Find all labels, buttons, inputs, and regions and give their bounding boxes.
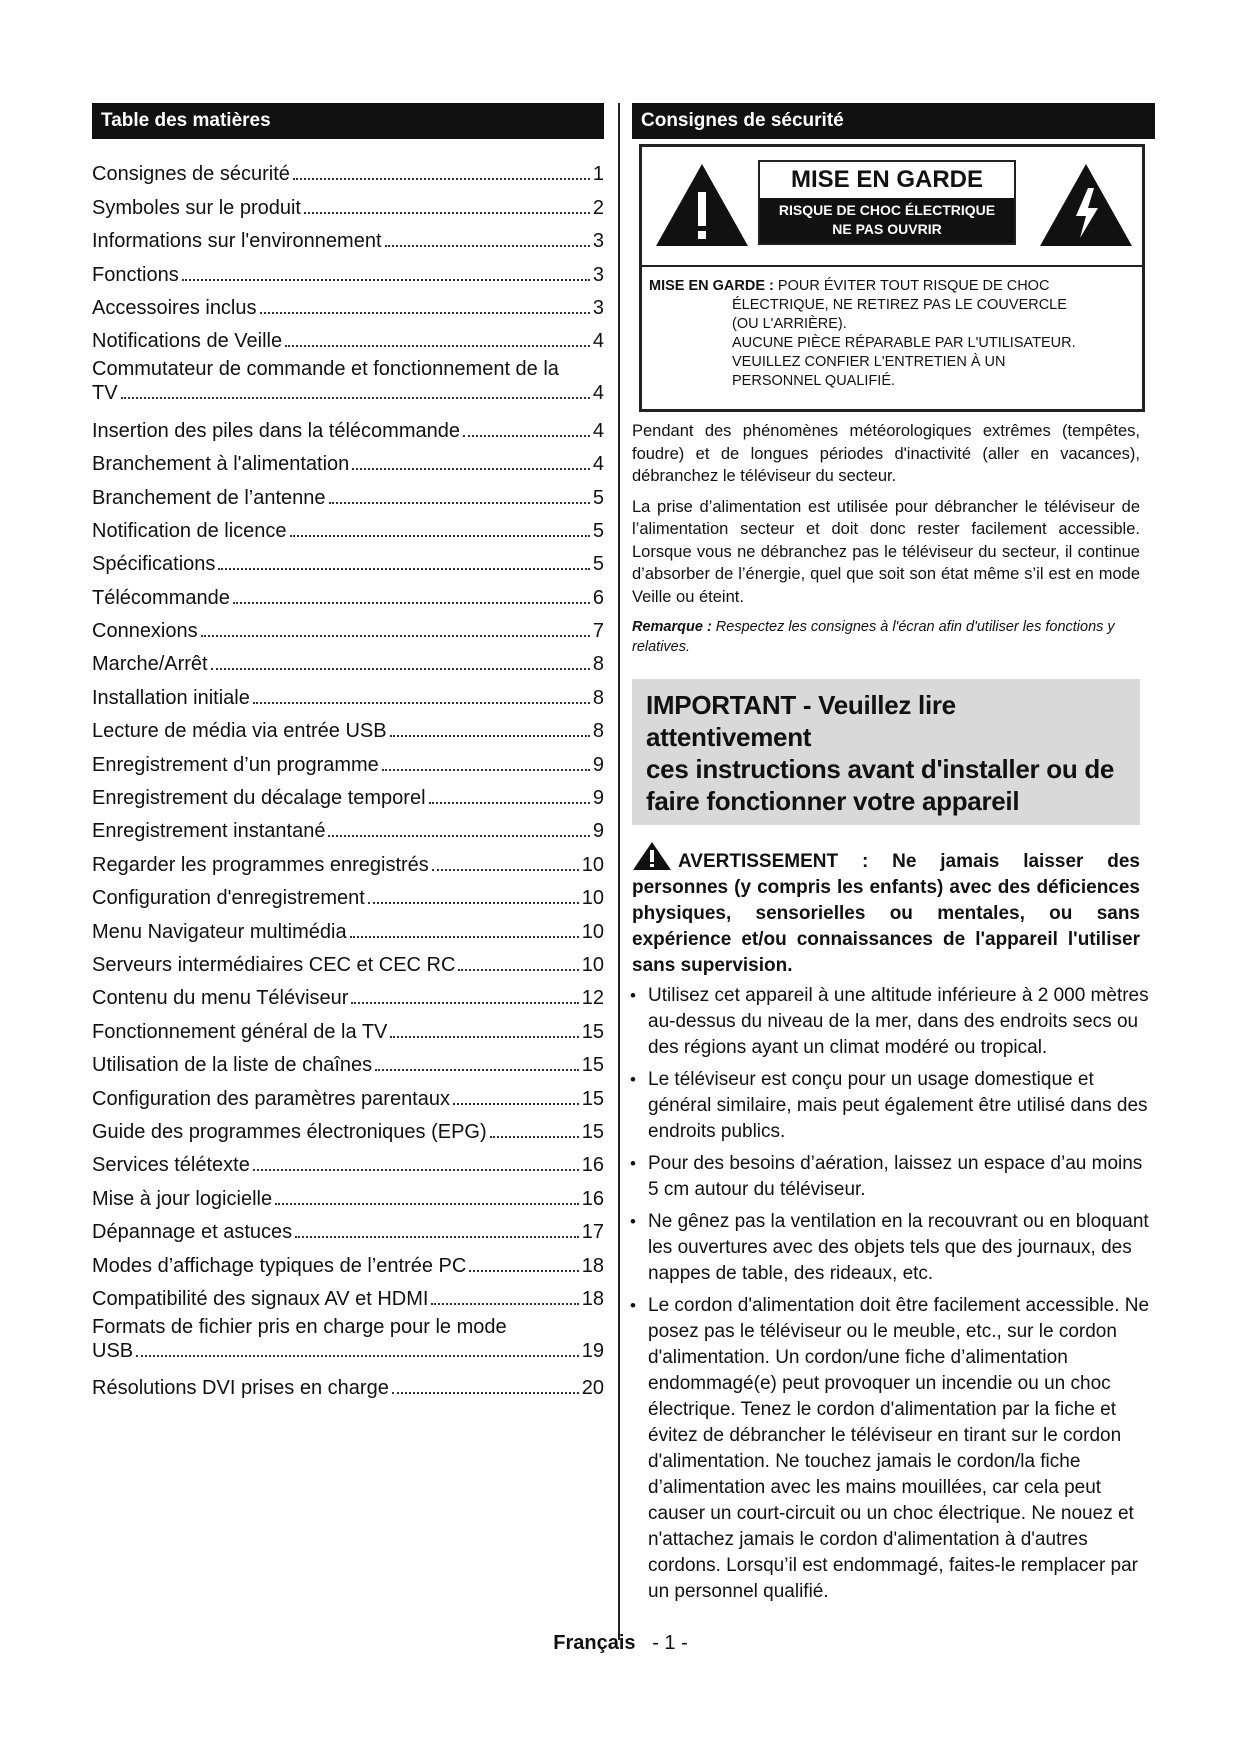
toc-entry (92, 1315, 604, 1363)
toc-entry (92, 510, 604, 543)
toc-entry-title-cont: USB (92, 1339, 134, 1362)
caution-line: VEUILLEZ CONFIER L'ENTRETIEN À UN (732, 354, 1006, 370)
toc-leader (490, 1136, 579, 1138)
do-not-open-line: NE PAS OUVRIR (832, 221, 942, 237)
toc-leader (304, 212, 590, 214)
toc-entry-page: 15 (581, 1054, 604, 1077)
toc-list (92, 153, 604, 1400)
toc-entry-title: Résolutions DVI prises en charge (92, 1377, 389, 1400)
toc-leader (458, 969, 578, 971)
important-banner (632, 679, 1140, 825)
storm-paragraph: Pendant des phénomènes météorologiques extrêmes (tempêtes, foudre) et de longues périodes d'inactivité (aller en vacances), débranchez le téléviseur du secteur. (632, 422, 1140, 485)
toc-entry (92, 643, 604, 676)
toc-entry (92, 1144, 604, 1177)
caution-heading: MISE EN GARDE (760, 162, 1014, 198)
toc-leader (121, 397, 590, 399)
toc-entry-title: Symboles sur le produit (92, 196, 301, 219)
footer-page-number: - 1 - (652, 1632, 688, 1654)
toc-entry-title: Notification de licence (92, 519, 287, 542)
toc-leader (382, 769, 590, 771)
toc-entry-title: Installation initiale (92, 686, 250, 709)
toc-entry (92, 1177, 604, 1210)
toc-entry-page: 5 (592, 553, 604, 576)
caution-header (642, 147, 1142, 267)
safety-column (632, 103, 1155, 1611)
toc-entry-title: Modes d’affichage typiques de l’entrée PC (92, 1254, 467, 1277)
toc-entry-page: 7 (592, 620, 604, 643)
toc-entry-title: Serveurs intermédiaires CEC et CEC RC (92, 953, 456, 976)
page-footer (0, 1632, 1241, 1655)
toc-entry (92, 1010, 604, 1043)
toc-entry-page: 8 (592, 686, 604, 709)
toc-entry (92, 944, 604, 977)
toc-entry-title: Notifications de Veille (92, 330, 283, 353)
plug-paragraph: La prise d’alimentation est utilisée pour débrancher le téléviseur de l’alimentation secteur et doit donc rester facilement accessible. Lorsque vous ne débranchez pas le téléviseur du secteur, il continue d’absorber de l’énergie, quel que soit son état même s’il est en mode Veille ou éteint. (632, 497, 1140, 606)
toc-entry-title: Utilisation de la liste de chaînes (92, 1054, 373, 1077)
toc-leader (201, 635, 590, 637)
toc-entry-page: 5 (592, 486, 604, 509)
toc-leader (328, 835, 589, 837)
toc-entry-title: Spécifications (92, 553, 216, 576)
toc-entry-page: 10 (581, 920, 604, 943)
toc-column (92, 103, 604, 1400)
toc-entry (92, 476, 604, 509)
toc-entry-page: 20 (581, 1377, 604, 1400)
toc-entry (92, 1244, 604, 1277)
toc-entry-title: Consignes de sécurité (92, 163, 290, 186)
toc-entry-page: 3 (592, 296, 604, 319)
toc-entry (92, 357, 604, 405)
toc-entry-title: Configuration d'enregistrement (92, 887, 365, 910)
toc-entry-page: 9 (592, 787, 604, 810)
toc-entry-page: 8 (592, 653, 604, 676)
toc-entry-title: Commutateur de commande et fonctionnement de la (92, 358, 559, 381)
toc-entry-title: Lecture de média via entrée USB (92, 720, 387, 743)
toc-title: Table des matières (92, 103, 604, 139)
safety-bullet: • Ne gênez pas la ventilation en la recouvrant ou en bloquant les ouvertures avec des objets tels que des journaux, des nappes de table, des rideaux, etc. (632, 1209, 1156, 1287)
toc-leader (211, 668, 590, 670)
toc-leader (431, 1303, 578, 1305)
toc-entry-page: 4 (592, 330, 604, 353)
toc-entry (92, 253, 604, 286)
toc-leader (469, 1270, 578, 1272)
safety-bullet: • Le cordon d'alimentation doit être facilement accessible. Ne posez pas le téléviseur ou le meuble, etc., sur le cordon d'alimentation. Un cordon/une fiche d’alimentation endommagé(e) peut provoquer un incendie ou un choc électrique. Tenez le cordon d'alimentation par la fiche et évitez de débrancher le téléviseur en tirant sur le cordon d'alimentation. Ne touchez jamais le cordon/la fiche d’alimentation avec les mains mouillées, car cela peut causer un court-circuit ou un choc électrique. Ne nouez et n'attachez jamais le cordon d'alimentation à d'autres cordons. Lorsqu’il est endommagé, faites-le remplacer par un personnel qualifié. (632, 1293, 1156, 1605)
toc-entry-page: 15 (581, 1120, 604, 1143)
toc-entry (92, 1367, 604, 1400)
toc-entry-title: Fonctionnement général de la TV (92, 1020, 388, 1043)
toc-entry-title: Accessoires inclus (92, 296, 257, 319)
remark (632, 617, 1140, 657)
toc-leader (368, 902, 579, 904)
toc-leader (293, 178, 590, 180)
toc-entry (92, 777, 604, 810)
toc-leader (275, 1203, 579, 1205)
toc-leader (260, 312, 590, 314)
toc-entry-page: 4 (592, 382, 604, 405)
toc-leader (351, 1002, 578, 1004)
toc-entry-title: Configuration des paramètres parentaux (92, 1087, 450, 1110)
toc-leader (285, 345, 590, 347)
toc-entry-page: 3 (592, 263, 604, 286)
important-line: IMPORTANT - Veuillez lire attentivement (646, 690, 956, 752)
toc-entry-page: 16 (581, 1187, 604, 1210)
toc-entry-page: 10 (581, 853, 604, 876)
toc-leader (253, 1169, 579, 1171)
toc-entry-page: 18 (581, 1287, 604, 1310)
toc-leader (182, 279, 590, 281)
toc-entry (92, 320, 604, 353)
toc-entry-title: Services télétexte (92, 1154, 250, 1177)
toc-entry-title: Insertion des piles dans la télécommande (92, 419, 460, 442)
toc-leader (352, 468, 590, 470)
toc-entry (92, 576, 604, 609)
toc-leader (392, 1392, 579, 1394)
toc-entry-title: Enregistrement du décalage temporel (92, 787, 426, 810)
toc-entry (92, 543, 604, 576)
toc-entry (92, 676, 604, 709)
toc-entry-title: Regarder les programmes enregistrés (92, 853, 429, 876)
toc-entry-title: Enregistrement d’un programme (92, 753, 379, 776)
toc-leader (453, 1103, 579, 1105)
toc-leader (375, 1069, 579, 1071)
toc-entry-title-cont: TV (92, 382, 118, 405)
toc-entry (92, 1044, 604, 1077)
warning-paragraph (632, 841, 1140, 979)
toc-entry-title: Menu Navigateur multimédia (92, 920, 347, 943)
toc-entry-title: Informations sur l'environnement (92, 230, 382, 253)
toc-entry-page: 2 (592, 196, 604, 219)
toc-entry-title: Enregistrement instantané (92, 820, 326, 843)
toc-entry (92, 220, 604, 253)
safety-bullet: • Pour des besoins d’aération, laissez un espace d’au moins 5 cm autour du téléviseur. (632, 1151, 1156, 1203)
safety-title: Consignes de sécurité (632, 103, 1155, 139)
toc-leader (136, 1355, 579, 1357)
safety-bullets (632, 983, 1156, 1605)
toc-leader (432, 869, 579, 871)
toc-entry-title: Compatibilité des signaux AV et HDMI (92, 1287, 429, 1310)
toc-entry-title: Mise à jour logicielle (92, 1187, 273, 1210)
toc-entry-title: Dépannage et astuces (92, 1221, 293, 1244)
safety-bullet: • Utilisez cet appareil à une altitude inférieure à 2 000 mètres au-dessus du niveau de la mer, dans des endroits secs ou des régions ayant un climat modéré ou tropical. (632, 983, 1156, 1061)
important-line: ces instructions avant d'installer ou de (646, 754, 1115, 784)
toc-leader (233, 602, 590, 604)
toc-entry-page: 8 (592, 720, 604, 743)
toc-entry-page: 15 (581, 1087, 604, 1110)
toc-entry (92, 1211, 604, 1244)
toc-entry-page: 17 (581, 1221, 604, 1244)
remark-label: Remarque : (632, 619, 712, 635)
caution-text-label: MISE EN GARDE : (649, 278, 774, 294)
warning-text: AVERTISSEMENT : Ne jamais laisser des personnes (y compris les enfants) avec des déficiences physiques, sensorielles ou mentales, ou sans expérience et/ou connaissances de l'appareil l'utiliser sans supervision. (632, 851, 1140, 976)
safety-bullet: • Le téléviseur est conçu pour un usage domestique et général similaire, mais peut également être utilisé dans des endroits publics. (632, 1067, 1156, 1145)
toc-entry-title: Fonctions (92, 263, 179, 286)
lightning-bolt-icon (1038, 162, 1134, 248)
toc-entry-page: 3 (592, 230, 604, 253)
warning-triangle-icon (632, 841, 672, 871)
toc-entry-title: Connexions (92, 620, 198, 643)
toc-leader (295, 1236, 579, 1238)
toc-entry (92, 710, 604, 743)
column-divider (618, 103, 620, 1640)
toc-entry (92, 1111, 604, 1144)
toc-entry-page: 15 (581, 1020, 604, 1043)
toc-entry-title: Guide des programmes électroniques (EPG) (92, 1120, 487, 1143)
shock-risk-banner (760, 198, 1014, 243)
toc-entry-title: Télécommande (92, 586, 230, 609)
toc-leader (329, 502, 590, 504)
toc-entry (92, 810, 604, 843)
toc-entry-page: 5 (592, 519, 604, 542)
toc-leader (253, 702, 590, 704)
toc-entry-page: 4 (592, 419, 604, 442)
caution-label (758, 160, 1016, 245)
caution-line: POUR ÉVITER TOUT RISQUE DE CHOC (777, 278, 1050, 294)
toc-entry-page: 4 (592, 453, 604, 476)
shock-risk-line: RISQUE DE CHOC ÉLECTRIQUE (778, 202, 996, 218)
toc-leader (463, 435, 590, 437)
toc-leader (390, 1036, 578, 1038)
toc-entry-title: Formats de fichier pris en charge pour le mode (92, 1315, 507, 1338)
toc-entry-page: 18 (581, 1254, 604, 1277)
toc-entry (92, 743, 604, 776)
caution-line: (OU L'ARRIÈRE). (732, 316, 847, 332)
important-line: faire fonctionner votre appareil (646, 786, 1020, 816)
toc-entry-page: 9 (592, 820, 604, 843)
toc-entry-title: Branchement de l’antenne (92, 486, 326, 509)
exclamation-warning-icon (654, 162, 750, 248)
toc-leader (218, 568, 589, 570)
toc-entry (92, 1077, 604, 1110)
caution-line: AUCUNE PIÈCE RÉPARABLE PAR L'UTILISATEUR. (732, 335, 1076, 351)
remark-text: Respectez les consignes à l'écran afin d'utiliser les fonctions y relatives. (632, 619, 1115, 655)
toc-leader (429, 802, 590, 804)
toc-entry (92, 610, 604, 643)
toc-entry-page: 6 (592, 586, 604, 609)
toc-entry (92, 1278, 604, 1311)
toc-leader (385, 245, 590, 247)
toc-entry-page: 16 (581, 1154, 604, 1177)
toc-entry (92, 877, 604, 910)
toc-entry-page: 10 (581, 953, 604, 976)
toc-entry-title: Marche/Arrêt (92, 653, 208, 676)
toc-entry-page: 12 (581, 987, 604, 1010)
toc-entry (92, 409, 604, 442)
toc-entry (92, 186, 604, 219)
caution-text (649, 277, 1135, 391)
toc-entry-page: 1 (592, 163, 604, 186)
toc-entry (92, 843, 604, 876)
toc-entry (92, 443, 604, 476)
toc-entry-page: 9 (592, 753, 604, 776)
toc-entry (92, 977, 604, 1010)
toc-entry-title: Branchement à l'alimentation (92, 453, 350, 476)
toc-entry-title: Contenu du menu Téléviseur (92, 987, 349, 1010)
toc-entry (92, 287, 604, 320)
toc-entry-page: 10 (581, 887, 604, 910)
toc-entry (92, 153, 604, 186)
caution-line: PERSONNEL QUALIFIÉ. (732, 373, 896, 389)
toc-entry (92, 910, 604, 943)
caution-line: ÉLECTRIQUE, NE RETIREZ PAS LE COUVERCLE (732, 297, 1067, 313)
footer-language: Français (553, 1632, 636, 1654)
toc-leader (290, 535, 590, 537)
toc-leader (350, 936, 579, 938)
toc-leader (390, 735, 590, 737)
toc-entry-page: 19 (581, 1339, 604, 1362)
caution-box (639, 144, 1145, 412)
